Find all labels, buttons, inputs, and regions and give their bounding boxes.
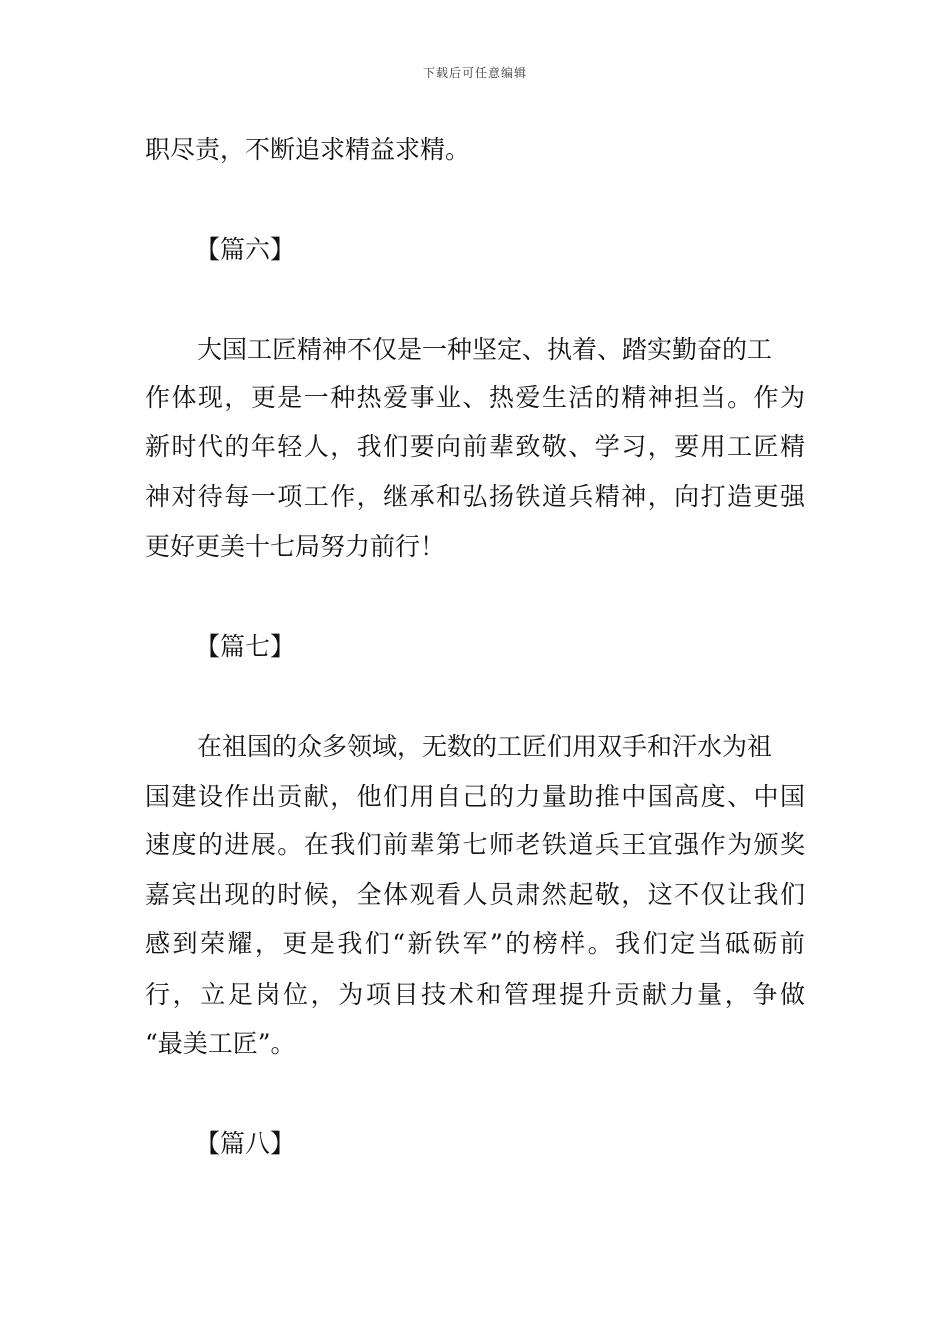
paragraph-line: 速度的进展。在我们前辈第七师老铁道兵王宜强作为颁奖 [145,830,805,859]
paragraph-line: 在祖国的众多领域，无数的工匠们用双手和汗水为祖 [197,732,773,761]
page-header: 下载后可任意编辑 [422,66,527,80]
section-heading: 【篇六】 [195,235,296,264]
paragraph-line: 神对待每一项工作，继承和弘扬铁道兵精神，向打造更强 [145,482,805,511]
paragraph-line: “最美工匠”。 [145,1029,296,1058]
section-heading: 【篇七】 [195,632,296,661]
paragraph-line: 新时代的年轻人，我们要向前辈致敬、学习，要用工匠精 [145,432,805,461]
paragraph-line: 大国工匠精神不仅是一种坚定、执着、踏实勤奋的工 [197,335,773,364]
paragraph-line: 感到荣耀，更是我们“新铁军”的榜样。我们定当砥砺前 [145,929,805,958]
section-heading: 【篇八】 [195,1129,296,1158]
paragraph-line: 职尽责，不断追求精益求精。 [145,135,471,164]
paragraph-line: 国建设作出贡献，他们用自己的力量助推中国高度、中国 [145,782,805,811]
paragraph-line: 嘉宾出现的时候，全体观看人员肃然起敬，这不仅让我们 [145,880,805,909]
paragraph-line: 更好更美十七局努力前行！ [145,532,446,561]
paragraph-line: 作体现，更是一种热爱事业、热爱生活的精神担当。作为 [145,383,805,412]
paragraph-line: 行，立足岗位，为项目技术和管理提升贡献力量，争做 [145,980,805,1009]
